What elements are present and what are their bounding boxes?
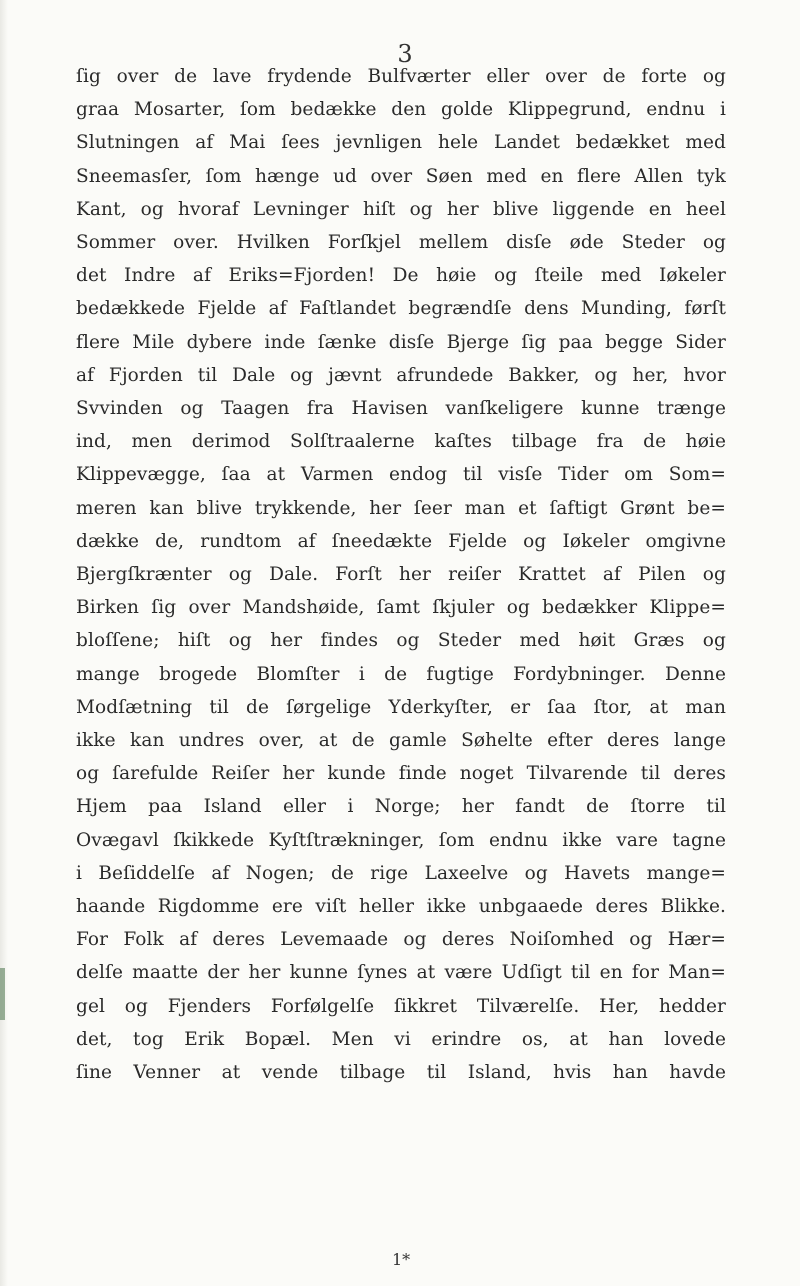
text-line: dække de, rundtom af ſneedækte Fjelde og Iøkeler omgivne: [76, 530, 726, 552]
text-line: Klippevægge, ſaa at Varmen endog til visſe Tider om Som=: [76, 464, 726, 486]
text-line: Hjem paa Island eller i Norge; her fandt de ſtorre til: [76, 796, 726, 818]
text-line: mange brogede Blomſter i de fugtige Fordybninger. Denne: [76, 663, 726, 685]
text-line: Birken ſig over Mandshøide, ſamt ſkjuler og bedækker Klippe=: [76, 597, 726, 619]
text-line: Sommer over. Hvilken Forſkjel mellem disſe øde Steder og: [76, 232, 726, 254]
text-line: haande Rigdomme ere viſt heller ikke unbgaaede deres Blikke.: [76, 896, 726, 918]
text-line: Modſætning til de ſørgelige Yderkyſter, er ſaa ſtor, at man: [76, 696, 726, 718]
text-line: flere Mile dybere inde ſænke disſe Bjerge ſig paa begge Sider: [76, 331, 726, 353]
text-line: i Beſiddelſe af Nogen; de rige Laxeelve og Havets mange=: [76, 862, 726, 884]
text-line: det, tog Erik Bopæl. Men vi erindre os, at han lovede: [76, 1028, 726, 1050]
text-line: bloſſene; hiſt og her findes og Steder med høit Græs og: [76, 630, 726, 652]
text-line: af Fjorden til Dale og jævnt afrundede Bakker, og her, hvor: [76, 364, 726, 386]
text-line: graa Mosarter, ſom bedække den golde Klippegrund, endnu i: [76, 99, 726, 121]
text-line: Kant, og hvoraf Levninger hiſt og her blive liggende en heel: [76, 198, 726, 220]
text-line: ind, men derimod Solſtraalerne kaſtes tilbage fra de høie: [76, 431, 726, 453]
body-text: [76, 60, 726, 1089]
text-line: ikke kan undres over, at de gamle Søhelte efter deres lange: [76, 730, 726, 752]
text-line: og ſarefulde Reiſer her kunde finde noget Tilvarende til deres: [76, 763, 726, 785]
text-line: Sneemasſer, ſom hænge ud over Søen med en flere Allen tyk: [76, 165, 726, 187]
printer-signature: 1*: [392, 1250, 411, 1269]
text-line: Slutningen af Mai ſees jevnligen hele Landet bedækket med: [76, 132, 726, 154]
text-line: delſe maatte der her kunne ſynes at være Udſigt til en for Man=: [76, 962, 726, 984]
page-number: 3: [397, 40, 413, 68]
text-line: For Folk af deres Levemaade og deres Noiſomhed og Hær=: [76, 929, 726, 951]
text-line: meren kan blive trykkende, her ſeer man et ſaftigt Grønt be=: [76, 497, 726, 519]
margin-mark: [0, 968, 5, 1020]
text-line: bedækkede Fjelde af Faſtlandet begrændſe dens Munding, førſt: [76, 298, 726, 320]
text-line: ſine Venner at vende tilbage til Island, hvis han havde: [76, 1062, 726, 1084]
text-line: ſig over de lave frydende Bulfværter eller over de forte og: [76, 66, 726, 87]
page-edge-shadow: [0, 0, 8, 1286]
text-line: Bjergſkrænter og Dale. Forſt her reiſer Krattet af Pilen og: [76, 564, 726, 586]
text-line: Ovægavl ſkikkede Kyſtſtrækninger, ſom endnu ikke vare tagne: [76, 829, 726, 851]
text-line: det Indre af Eriks=Fjorden! De høie og ſteile med Iøkeler: [76, 265, 726, 287]
text-line: Svvinden og Taagen fra Havisen vanſkeligere kunne trænge: [76, 398, 726, 420]
text-line: gel og Fjenders Forfølgelſe ſikkret Tilværelſe. Her, hedder: [76, 995, 726, 1017]
